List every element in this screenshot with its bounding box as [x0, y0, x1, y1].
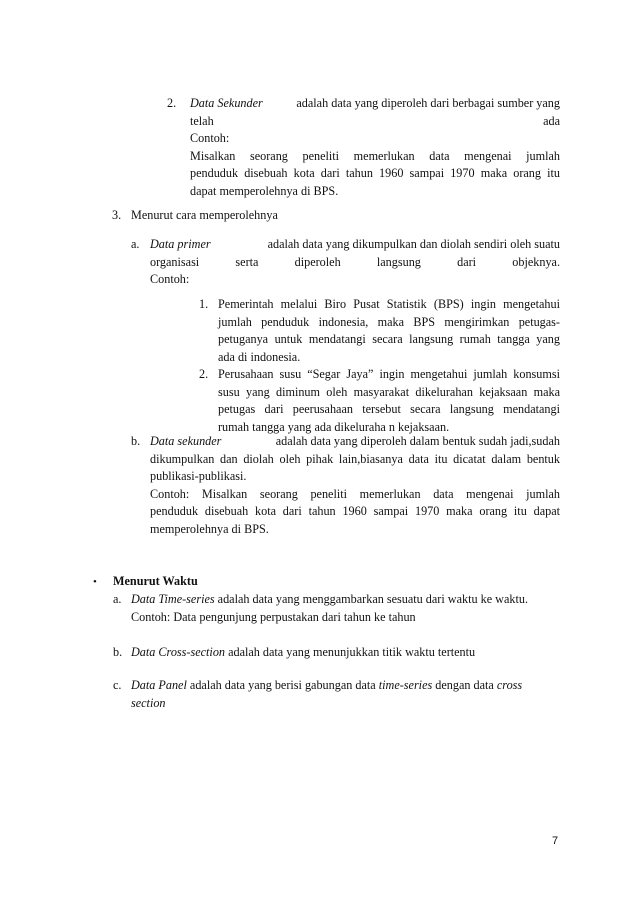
list-letter: b.	[131, 434, 141, 448]
cross-section-line	[131, 644, 475, 662]
sekunder-line: penduduk disebuah kota dari tahun 1960 sampai 1970 maka orang itu dapat	[150, 504, 560, 518]
section-heading: Menurut cara memperolehnya	[131, 208, 278, 222]
example-line: susu yang diminum oleh masyarakat dikelurahan kejaksaan maka	[218, 384, 560, 399]
example-line: jumlah penduduk indonesia, maka BPS mengirimkan petugas-	[218, 314, 560, 329]
list-number: 1.	[199, 297, 209, 311]
example-2-block	[218, 366, 560, 436]
data-sekunder-block	[150, 433, 560, 538]
term-data-sekunder: Data Sekunder	[190, 96, 263, 110]
example-line: Perusahaan susu “Segar Jaya” ingin mengetahui jumlah konsumsi	[218, 367, 560, 381]
example-line: Misalkan seorang peneliti memerlukan data mengenai jumlah	[190, 148, 560, 163]
item2-block	[190, 95, 560, 200]
term-time-series: time-series	[378, 678, 433, 692]
term-data-panel: Data Panel	[131, 678, 187, 692]
example-line: rumah tangga yang ada dikeluraha n kejaksaan.	[218, 419, 450, 434]
bullet-icon: •	[93, 576, 97, 588]
item2-line2b: ada	[543, 113, 560, 128]
list-letter: a.	[131, 237, 140, 251]
list-number: 2.	[167, 96, 177, 110]
list-letter: a.	[113, 592, 122, 606]
sekunder-line: dikumpulkan dan diolah oleh pihak lain,biasanya data itu dicatat dalam bentuk	[150, 451, 560, 466]
example-line: Contoh: Data pengunjung perpustakan dari tahun ke tahun	[131, 609, 416, 624]
list-number: 2.	[199, 367, 209, 381]
time-series-desc: adalah data yang menggambarkan sesuatu dari waktu ke waktu.	[217, 592, 529, 606]
contoh-label: Contoh:	[190, 131, 230, 145]
example-line: petugas dari peerusahaan tersebut secara langsung mendatangi	[218, 402, 560, 416]
list-number: 3.	[112, 208, 122, 222]
term-cross: cross	[496, 678, 523, 692]
example-line: Pemerintah melalui Biro Pusat Statistik (BPS) ingin mengetahui	[218, 297, 560, 311]
data-panel-desc: dengan data	[435, 678, 494, 692]
example-line: ada di indonesia.	[218, 349, 301, 364]
example-line: dapat memperolehnya di BPS.	[190, 183, 339, 198]
sekunder-line: publikasi-publikasi.	[150, 469, 247, 483]
section-heading: Menurut Waktu	[113, 574, 198, 588]
list-letter: b.	[113, 645, 123, 659]
cross-section-desc: adalah data yang menunjukkan titik waktu tertentu	[228, 645, 476, 659]
contoh-label: Contoh:	[150, 272, 190, 286]
list-letter: c.	[113, 678, 122, 692]
term-cross-section: Data Cross-section	[131, 645, 226, 659]
sekunder-line: memperolehnya di BPS.	[150, 521, 269, 536]
term-data-sekunder: Data sekunder	[150, 434, 222, 448]
data-primer-block	[150, 236, 560, 289]
example-line: petuganya untuk mendatangi secara langsung rumah tangga yang	[218, 332, 560, 346]
primer-line2: organisasi serta diperoleh langsung dari objeknya.	[150, 254, 560, 269]
data-panel-block	[131, 677, 561, 712]
term-time-series: Data Time-series	[131, 592, 215, 606]
sekunder-line: Contoh: Misalkan seorang peneliti memerlukan data mengenai jumlah	[150, 486, 560, 501]
item2-line1: adalah data yang diperoleh dari berbagai sumber yang	[296, 96, 560, 110]
primer-line1: adalah data yang dikumpulkan dan diolah sendiri oleh suatu	[267, 237, 560, 251]
example-line: penduduk disebuah kota dari tahun 1960 sampai 1970 maka orang itu	[190, 166, 560, 180]
page-number: 7	[552, 835, 559, 847]
time-series-block	[131, 591, 561, 626]
item2-line2a: telah	[190, 113, 214, 128]
data-panel-desc: adalah data yang berisi gabungan data	[189, 678, 376, 692]
sekunder-line1: adalah data yang diperoleh dalam bentuk sudah jadi,sudah	[275, 434, 560, 448]
term-data-primer: Data primer	[150, 237, 211, 251]
term-section: section	[131, 695, 166, 710]
example-1-block	[218, 296, 560, 366]
